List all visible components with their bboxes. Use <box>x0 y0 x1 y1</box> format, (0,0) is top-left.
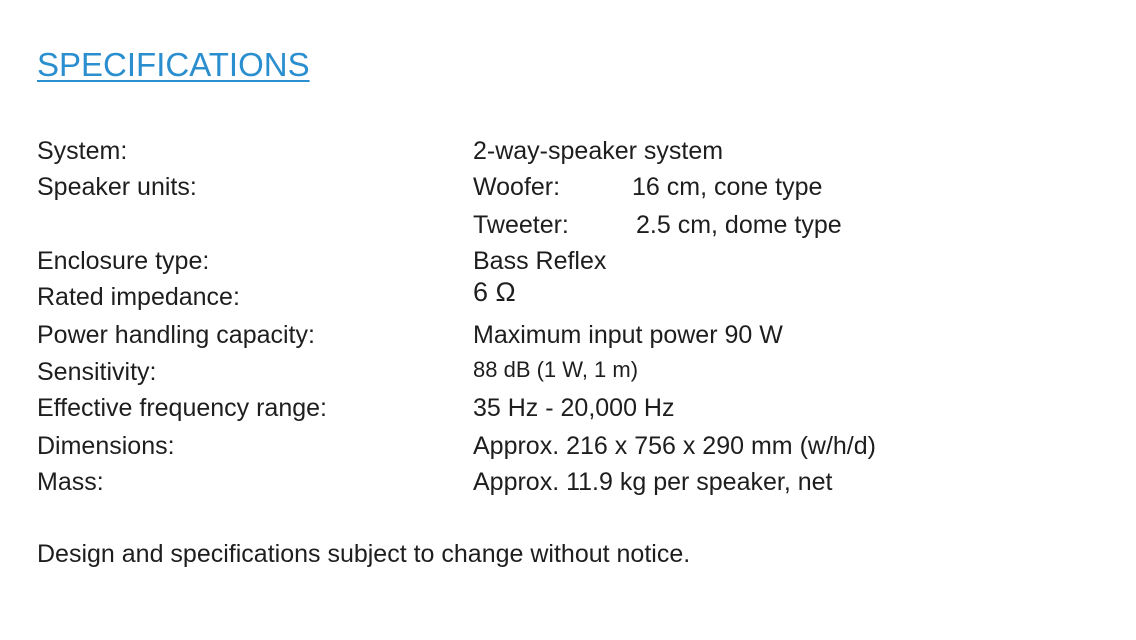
woofer-value: 16 cm, cone type <box>632 173 823 201</box>
tweeter-label: Tweeter: <box>473 211 569 239</box>
disclaimer-note: Design and specifications subject to change without notice. <box>37 540 691 568</box>
system-value: 2-way-speaker system <box>473 137 724 165</box>
frequency-range-value: 35 Hz - 20,000 Hz <box>473 394 675 422</box>
dimensions-value: Approx. 216 x 756 x 290 mm (w/h/d) <box>473 432 876 460</box>
enclosure-type-label: Enclosure type: <box>37 247 210 275</box>
mass-label: Mass: <box>37 468 104 496</box>
power-handling-label: Power handling capacity: <box>37 321 315 349</box>
mass-value: Approx. 11.9 kg per speaker, net <box>473 468 833 496</box>
system-label: System: <box>37 137 128 165</box>
rated-impedance-value: 6 Ω <box>473 277 516 307</box>
woofer-label: Woofer: <box>473 173 561 201</box>
dimensions-label: Dimensions: <box>37 432 175 460</box>
enclosure-type-value: Bass Reflex <box>473 247 607 275</box>
sensitivity-value: 88 dB (1 W, 1 m) <box>473 357 639 382</box>
sensitivity-label: Sensitivity: <box>37 358 157 386</box>
frequency-range-label: Effective frequency range: <box>37 394 327 422</box>
rated-impedance-label: Rated impedance: <box>37 283 240 311</box>
power-handling-value: Maximum input power 90 W <box>473 321 783 349</box>
specifications-title-link[interactable]: SPECIFICATIONS <box>37 46 310 83</box>
tweeter-value: 2.5 cm, dome type <box>636 211 842 239</box>
speaker-units-label: Speaker units: <box>37 173 197 201</box>
